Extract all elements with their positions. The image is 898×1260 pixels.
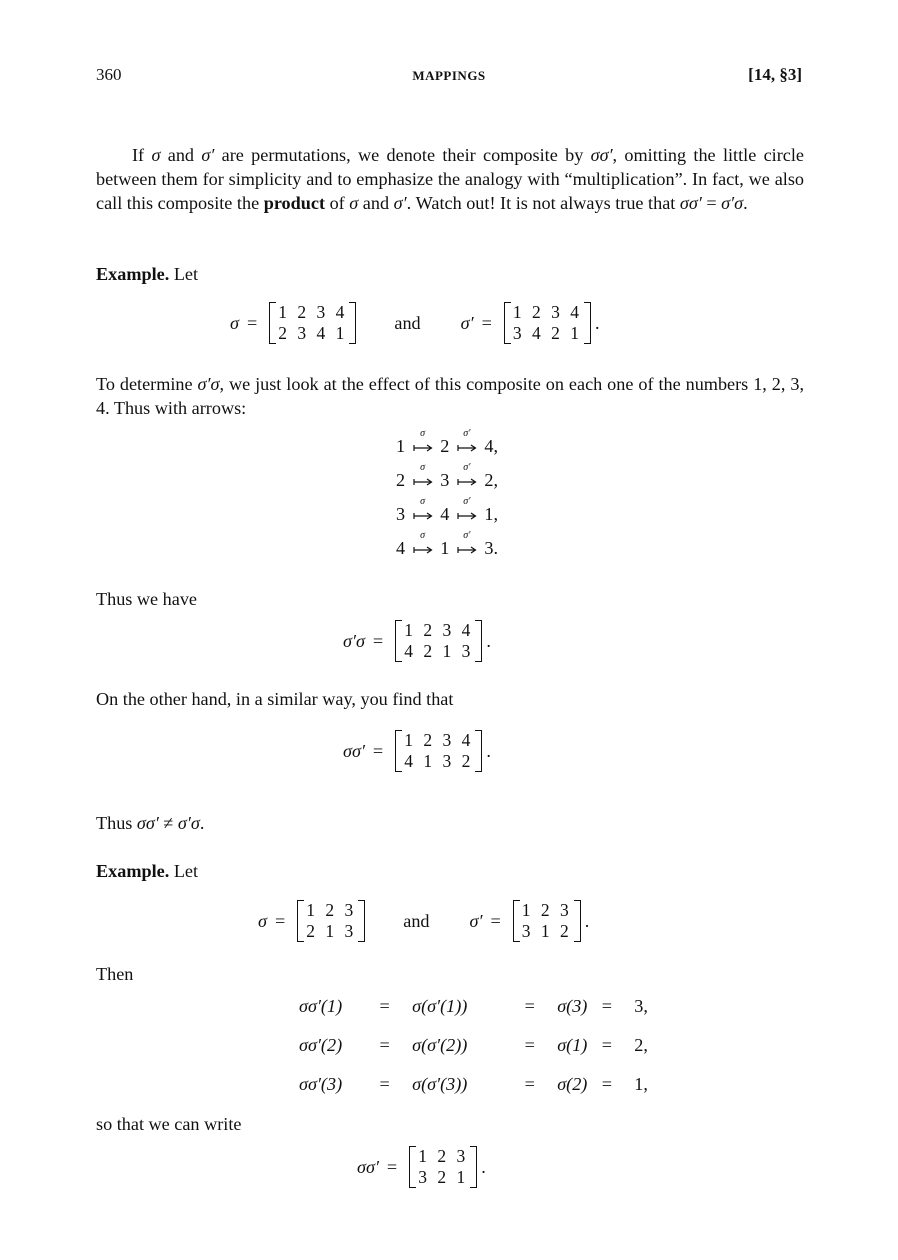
maps-to-arrow-icon [413,529,433,557]
equals-sign: = [601,996,612,1016]
determine-text-2: , we just look at the effect of this composite on each one of the numbers 1, 2, 3, 4. Thus with arrows: [96,374,804,418]
determine-text-1: To determine [96,374,198,394]
maps-to-arrow-icon [413,427,433,455]
period: . [594,312,600,333]
thus-text: Thus [96,813,137,833]
sigma-prime-label: σ′ [460,312,474,333]
arrow-label: σ′ [463,461,471,473]
example2-heading [96,861,198,882]
arrow-label: σ′ [463,427,471,439]
sigma-matrix [269,302,356,344]
calc-mid: σ(σ′(2)) [412,1035,468,1055]
calc-r1: σ(2) [557,1074,588,1094]
chain-start: 4 [396,538,406,558]
calc-r2: 1, [634,1074,648,1094]
sigma-label: σ [230,312,239,333]
and-text: and [394,312,421,333]
arrow-chain [396,495,499,538]
arrow-chain [396,529,499,572]
sigma-prime-label: σ′ [469,910,483,931]
then-text: Then [96,964,134,984]
arrow-label: σ [420,495,426,507]
arrow-chains [396,427,499,572]
chain-end: 2, [484,470,499,490]
intro-paragraph [96,143,804,215]
calc-row [299,1035,648,1074]
let-text: Let [169,861,199,881]
arrow-chain [396,427,499,470]
section-reference: [14, §3] [748,65,802,84]
final-result-label: σσ′ [357,1156,379,1177]
matrix-top-row: 1 2 3 [521,900,572,920]
matrix-top-row: 1 2 3 4 [512,302,582,322]
matrix-bottom-row: 3 2 1 [418,1167,469,1187]
chain-end: 1, [484,504,499,524]
arrow-label: σ′ [463,495,471,507]
calc-row [299,1074,648,1113]
sigma-matrix [297,900,365,942]
chain-start: 2 [396,470,406,490]
example1-definition [230,302,600,344]
arrow-label: σ [420,427,426,439]
thus-we-have-text: Thus we have [96,589,198,609]
neq-lhs: σσ′ [136,813,159,833]
noncommute-eq: = [701,193,722,213]
chain-middle: 3 [440,470,450,490]
matrix-bottom-row: 3 4 2 1 [512,323,582,343]
chain-middle: 2 [440,436,450,456]
noncommute-lhs: σσ′ [679,193,702,213]
matrix-top-row: 1 2 3 4 [278,302,348,322]
sigma-label: σ [258,910,267,931]
calc-row [299,996,648,1035]
maps-to-arrow-icon [457,495,477,523]
sigma-prime-matrix [513,900,581,942]
intro-text-1: If [132,145,152,165]
equals-sign: = [524,996,535,1016]
product-term: product [263,193,326,213]
so-that-text: so that we can write [96,1114,242,1134]
result1-equation [343,620,491,662]
calculations [299,996,648,1113]
equals-sign: = [524,1074,535,1094]
intro-text-4: of [325,193,350,213]
calc-lhs: σσ′(3) [299,1074,343,1094]
matrix-top-row: 1 2 3 [418,1146,469,1166]
calc-r2: 2, [634,1035,648,1055]
and-text: and [403,910,430,931]
equals-sign: = [601,1074,612,1094]
composite-symbol: σσ′ [590,145,613,165]
composite-symbol: σ′σ [197,374,220,394]
matrix-bottom-row: 2 1 3 [306,921,357,941]
maps-to-arrow-icon [413,461,433,489]
equals-sign: = [372,630,384,651]
example1-heading [96,264,198,285]
calc-mid: σ(σ′(3)) [412,1074,468,1094]
noncommute-rhs: σ′σ [721,193,744,213]
calc-r1: σ(1) [557,1035,588,1055]
period: . [584,910,590,931]
matrix-top-row: 1 2 3 [306,900,357,920]
matrix-top-row: 1 2 3 4 [404,730,474,750]
maps-to-arrow-icon [457,529,477,557]
neq-rhs: σ′σ [177,813,200,833]
example2-definition [258,900,589,942]
final-result-matrix [409,1146,477,1188]
period: . [199,813,205,833]
matrix-bottom-row: 3 1 2 [521,921,572,941]
example-label: Example. [96,264,170,284]
equals-sign: = [379,996,390,1016]
equals-sign: = [379,1035,390,1055]
chain-middle: 4 [440,504,450,524]
example-label: Example. [96,861,170,881]
equals-sign: = [386,1156,398,1177]
equals-sign: = [481,312,492,333]
result2-label: σσ′ [343,740,365,761]
matrix-bottom-row: 2 3 4 1 [278,323,348,343]
result2-matrix [395,730,482,772]
maps-to-arrow-icon [413,495,433,523]
chain-middle: 1 [440,538,450,558]
matrix-bottom-row: 4 1 3 2 [404,751,474,771]
chain-start: 1 [396,436,406,456]
arrow-label: σ [420,461,426,473]
calc-lhs: σσ′(2) [299,1035,343,1055]
intro-text-3: , omitting the little circle between them for simplicity and to emphasize the analogy with “multiplication”. In fact, we also call this composite the [96,145,804,213]
chain-end: 4, [484,436,499,456]
maps-to-arrow-icon [457,461,477,489]
matrix-bottom-row: 4 2 1 3 [404,641,474,661]
arrow-chain [396,461,499,504]
chain-start: 3 [396,504,406,524]
intro-text-5: . Watch out! It is not always true that [406,193,680,213]
calc-r2: 3, [634,996,648,1016]
equals-sign: = [601,1035,612,1055]
sigma-prime-symbol: σ′ [201,145,215,165]
period: . [481,1156,486,1177]
running-head: MAPPINGS [412,68,486,83]
determine-paragraph [96,372,804,420]
intro-and: and [160,145,202,165]
equals-sign: = [379,1074,390,1094]
final-result-equation [357,1146,486,1188]
sigma-prime-matrix [504,302,591,344]
other-hand-text: On the other hand, in a similar way, you find that [96,689,454,709]
sigma-symbol: σ [151,145,161,165]
sigma-symbol-2: σ [349,193,359,213]
result1-matrix [395,620,482,662]
thus-not-equal [96,813,204,834]
page-number: 360 [96,65,122,84]
equals-sign: = [524,1035,535,1055]
calc-mid: σ(σ′(1)) [412,996,468,1016]
equals-sign: = [372,740,384,761]
calc-lhs: σσ′(1) [299,996,343,1016]
arrow-label: σ [420,529,426,541]
calc-r1: σ(3) [557,996,588,1016]
result2-equation [343,730,491,772]
equals-sign: = [246,312,258,333]
period: . [486,740,491,761]
let-text: Let [169,264,199,284]
intro-text-2: are permutations, we denote their composite by [214,145,591,165]
maps-to-arrow-icon [457,427,477,455]
intro-and-2: and [358,193,394,213]
equals-sign: = [490,910,501,931]
neq-sign: ≠ [158,813,178,833]
sigma-prime-symbol-2: σ′ [393,193,407,213]
arrow-label: σ′ [463,529,471,541]
result1-label: σ′σ [343,630,365,651]
equals-sign: = [274,910,286,931]
intro-period: . [743,193,748,213]
chain-end: 3. [484,538,499,558]
period: . [486,630,491,651]
matrix-top-row: 1 2 3 4 [404,620,474,640]
